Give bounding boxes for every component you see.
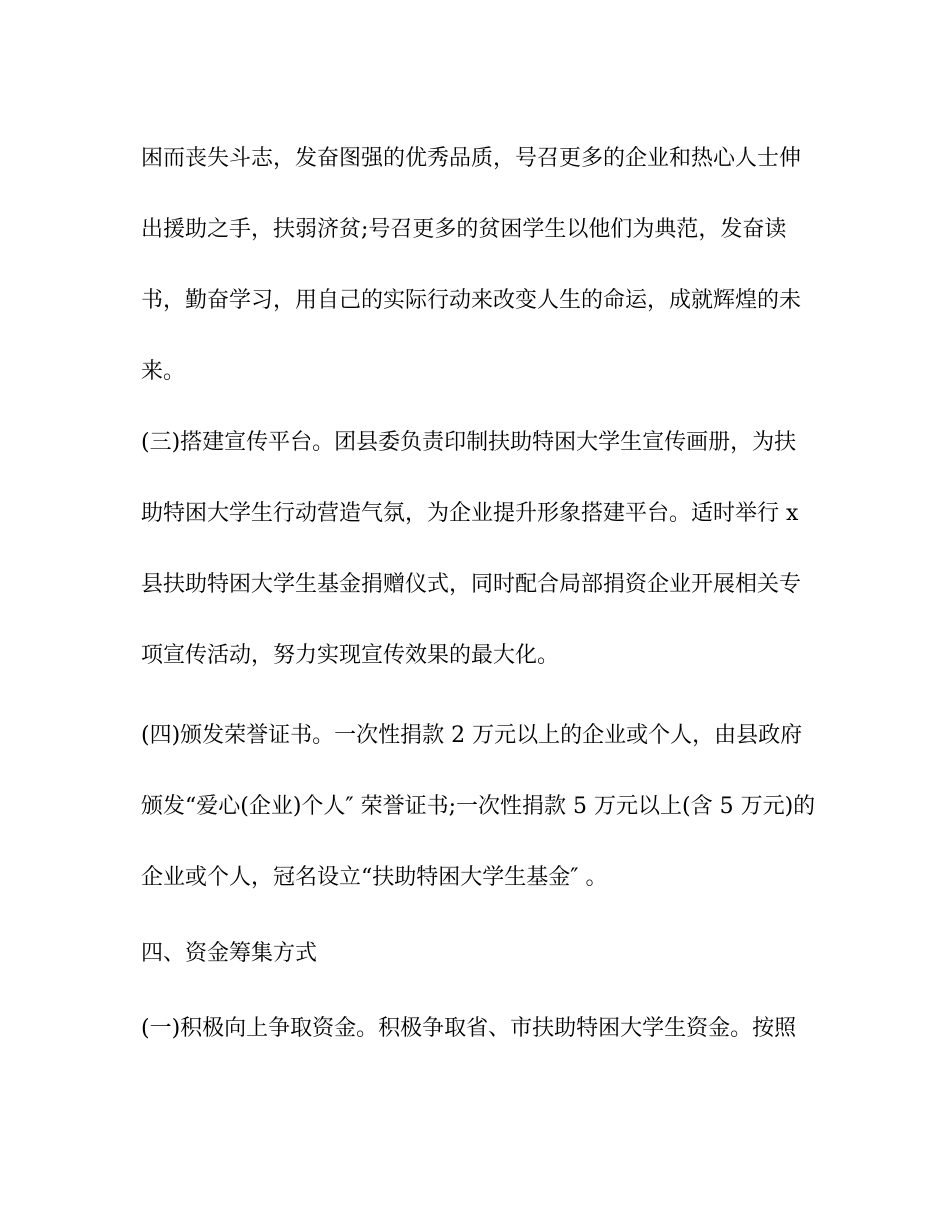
- text-line-3: 书，勤奋学习，用自己的实际行动来改变人生的命运，成就辉煌的未: [141, 288, 802, 313]
- section-heading-1: (一)积极向上争取资金。积极争取省、市扶助特困大学生资金。按照: [141, 1016, 797, 1041]
- text-line-2: 出援助之手，扶弱济贫;号召更多的贫困学生以他们为典范，发奋读: [141, 217, 787, 242]
- text-line-1: 困而丧失斗志，发奋图强的优秀品质，号召更多的企业和热心人士伸: [141, 146, 802, 171]
- text-line-11: 企业或个人，冠名设立“扶助特困大学生基金″ 。: [141, 865, 608, 890]
- text-line-8: 项宣传活动，努力实现宣传效果的最大化。: [141, 643, 560, 668]
- text-line-10: 颁发“爱心(企业)个人″ 荣誉证书;一次性捐款 5 万元以上(含 5 万元)的: [141, 794, 816, 819]
- chapter-heading-4: 四、资金筹集方式: [141, 941, 318, 966]
- text-line-7: 县扶助特困大学生基金捐赠仪式，同时配合局部捐资企业开展相关专: [141, 572, 802, 597]
- section-heading-4: (四)颁发荣誉证书。一次性捐款 2 万元以上的企业或个人，由县政府: [141, 723, 803, 748]
- text-line-6: 助特困大学生行动营造气氛，为企业提升形象搭建平台。适时举行 x: [141, 501, 799, 526]
- section-heading-3: (三)搭建宣传平台。团县委负责印制扶助特困大学生宣传画册，为扶: [141, 430, 797, 455]
- text-line-4: 来。: [141, 359, 186, 384]
